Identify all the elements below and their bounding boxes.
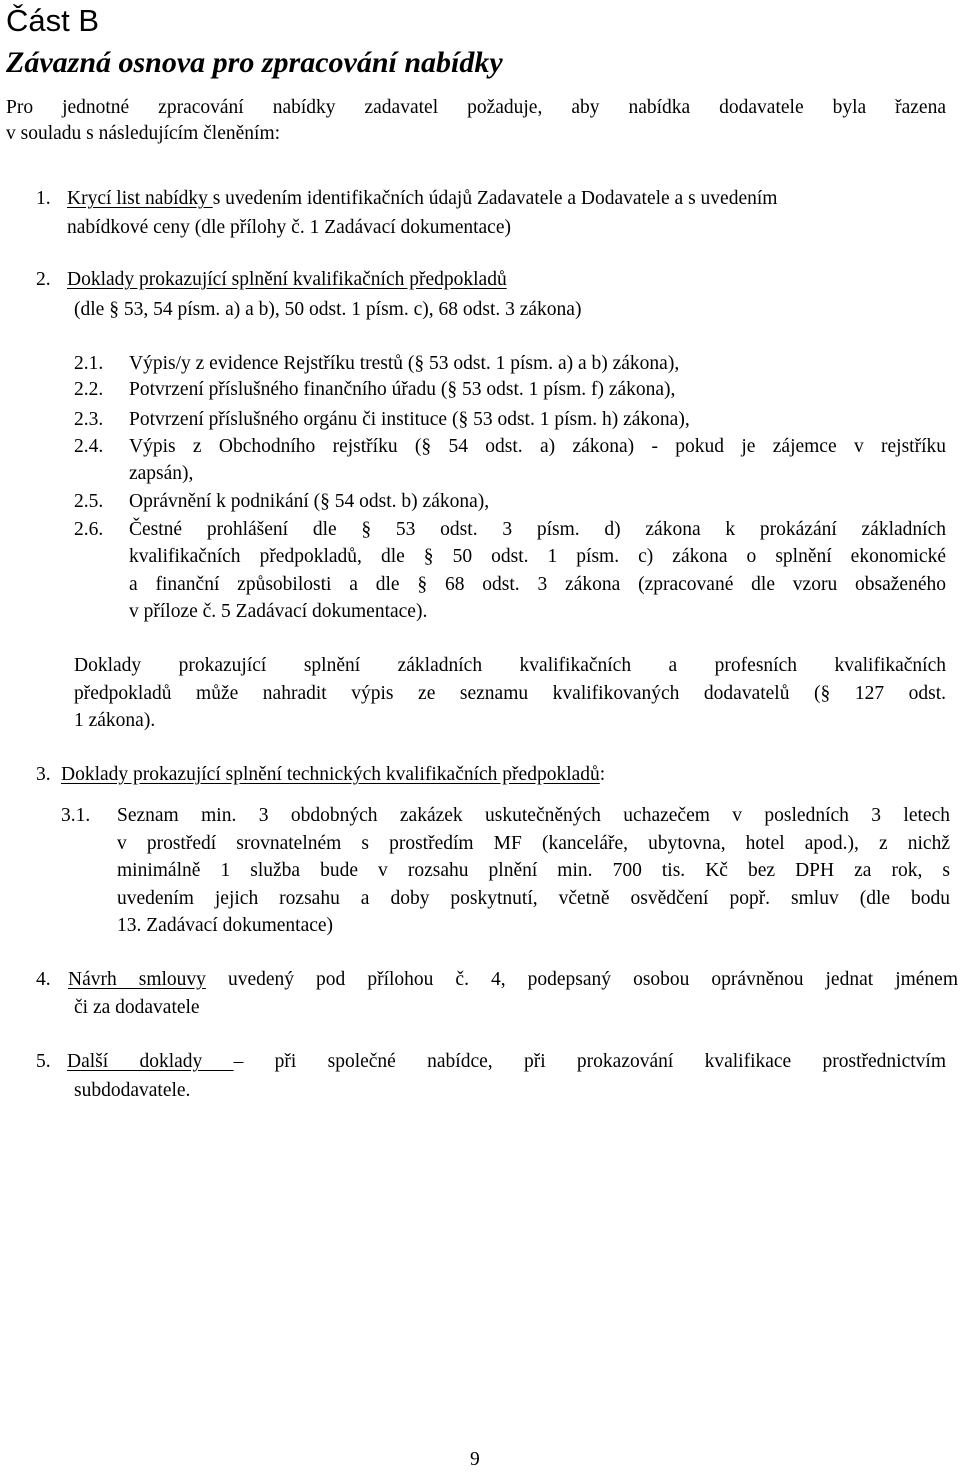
- item-3-1-line: uvedením jejich rozsahu a doby poskytnutí, včetně osvědčení popř. smluv (dle bodu: [117, 888, 950, 909]
- item-1-text: s uvedením identifikačních údajů Zadavatele a Dodavatele a s uvedením: [212, 188, 778, 209]
- page-heading: Část B: [6, 3, 100, 38]
- page-subheading: Závazná osnova pro zpracování nabídky: [6, 46, 503, 79]
- item-3-colon: :: [599, 764, 606, 785]
- item-4-title: Návrh smlouvy: [68, 969, 206, 990]
- subitem-line: Potvrzení příslušného finančního úřadu (§ 53 odst. 1 písm. f) zákona),: [129, 379, 676, 400]
- subitem-line: a finanční způsobilosti a dle § 68 odst. 3 zákona (zpracované dle vzoru obsaženého: [129, 574, 946, 595]
- subitem-number: 2.1.: [74, 353, 104, 374]
- item-3-number: 3.: [36, 764, 51, 785]
- item-2-title: Doklady prokazující splnění kvalifikačních předpokladů: [67, 269, 507, 290]
- item-5-line-1: [67, 1049, 946, 1075]
- item-3-title: Doklady prokazující splnění technických kvalifikačních předpokladů: [61, 764, 600, 785]
- item-1-line-2: nabídkové ceny (dle přílohy č. 1 Zadávací dokumentace): [67, 217, 511, 238]
- subitem-number: 2.6.: [74, 519, 104, 540]
- item-4-number: 4.: [36, 969, 51, 990]
- item-5-line-2: subdodavatele.: [74, 1080, 191, 1101]
- subitem-line: Výpis z Obchodního rejstříku (§ 54 odst. a) zákona) - pokud je zájemce v rejstříku: [129, 436, 946, 457]
- subitem-number: 2.2.: [74, 379, 104, 400]
- item-1-number: 1.: [36, 188, 51, 209]
- item-4-line-2: či za dodavatele: [74, 997, 200, 1018]
- item-2-number: 2.: [36, 269, 51, 290]
- subitem-line: Potvrzení příslušného orgánu či instituce (§ 53 odst. 1 písm. h) zákona),: [129, 409, 690, 430]
- subitem-number: 2.5.: [74, 491, 104, 512]
- item-1-line-1: [67, 186, 777, 212]
- note-line: 1 zákona).: [74, 710, 156, 731]
- subitem-number: 2.4.: [74, 436, 104, 457]
- item-4-text: uvedený pod přílohou č. 4, podepsaný osobou oprávněnou jednat jménem: [205, 969, 959, 990]
- note-line: Doklady prokazující splnění základních kvalifikačních a profesních kvalifikačních: [74, 655, 946, 676]
- item-3-1-line: v prostředí srovnatelném s prostředím MF (kanceláře, ubytovna, hotel apod.), z nichž: [117, 833, 950, 854]
- item-3-1-number: 3.1.: [61, 805, 91, 826]
- item-5-title: Další doklady: [67, 1051, 234, 1072]
- subitem-number: 2.3.: [74, 409, 104, 430]
- note-line: předpokladů může nahradit výpis ze seznamu kvalifikovaných dodavatelů (§ 127 odst.: [74, 683, 946, 704]
- item-3-line-1: [61, 762, 605, 788]
- intro-line-1: Pro jednotné zpracování nabídky zadavatel požaduje, aby nabídka dodavatele byla řazena: [6, 97, 946, 118]
- item-5-text: – při společné nabídce, při prokazování kvalifikace prostřednictvím: [233, 1051, 946, 1072]
- item-5-number: 5.: [36, 1051, 51, 1072]
- subitem-line: kvalifikačních předpokladů, dle § 50 odst. 1 písm. c) zákona o splnění ekonomické: [129, 546, 946, 567]
- item-3-1-line: 13. Zadávací dokumentace): [117, 915, 334, 936]
- item-3-1-line: Seznam min. 3 obdobných zakázek uskutečněných uchazečem v posledních 3 letech: [117, 805, 950, 826]
- subitem-line: Výpis/y z evidence Rejstříku trestů (§ 53 odst. 1 písm. a) a b) zákona),: [129, 353, 680, 374]
- item-3-1-line: minimálně 1 služba bude v rozsahu plnění min. 700 tis. Kč bez DPH za rok, s: [117, 860, 950, 881]
- subitem-line: v příloze č. 5 Zadávací dokumentace).: [129, 601, 428, 622]
- page-number: 9: [470, 1449, 480, 1470]
- item-2-line-2: (dle § 53, 54 písm. a) a b), 50 odst. 1 písm. c), 68 odst. 3 zákona): [74, 299, 582, 320]
- item-1-title: Krycí list nabídky: [67, 188, 213, 209]
- intro-line-2: v souladu s následujícím členěním:: [6, 123, 281, 144]
- item-4-line-1: [68, 967, 958, 993]
- subitem-line: zapsán),: [129, 463, 194, 484]
- subitem-line: Čestné prohlášení dle § 53 odst. 3 písm. d) zákona k prokázání základních: [129, 519, 946, 540]
- subitem-line: Oprávnění k podnikání (§ 54 odst. b) zákona),: [129, 491, 490, 512]
